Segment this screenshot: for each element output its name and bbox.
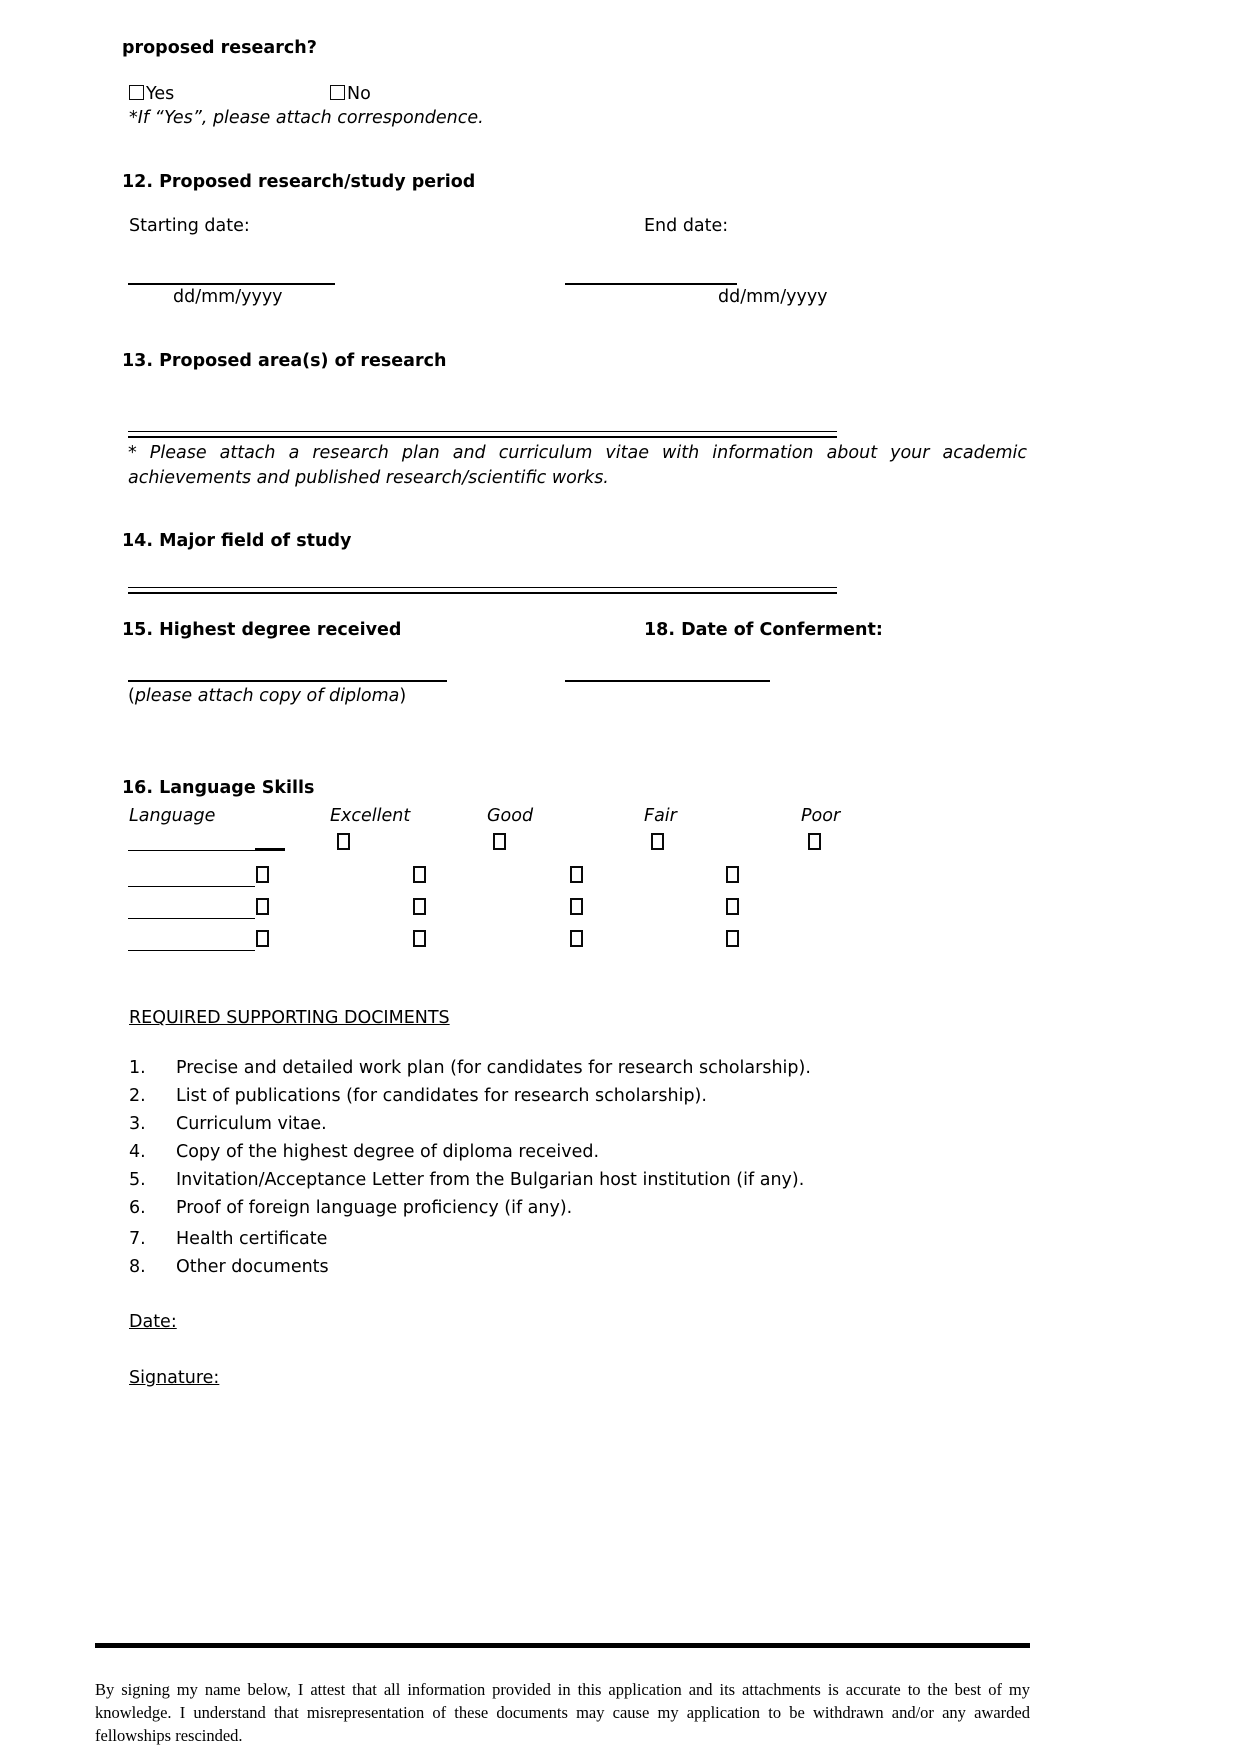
diploma-note-text: please attach copy of diploma bbox=[134, 686, 400, 706]
language-line-1-emphasis bbox=[255, 848, 285, 851]
list-item-text: List of publications (for candidates for research scholarship). bbox=[176, 1086, 707, 1106]
yes-no-row bbox=[129, 84, 729, 104]
end-date-line[interactable] bbox=[565, 265, 737, 285]
column-header-language: Language bbox=[129, 806, 216, 826]
good-checkbox-icon-4[interactable] bbox=[413, 930, 426, 947]
end-date-format: dd/mm/yyyy bbox=[718, 287, 828, 307]
list-item bbox=[129, 1114, 327, 1134]
list-item-text: Curriculum vitae. bbox=[176, 1114, 327, 1134]
poor-checkbox-icon-4[interactable] bbox=[726, 930, 739, 947]
list-item-text: Precise and detailed work plan (for candidates for research scholarship). bbox=[176, 1058, 811, 1078]
list-item-number: 7. bbox=[129, 1229, 146, 1249]
good-checkbox-icon-3[interactable] bbox=[413, 898, 426, 915]
column-header-fair: Fair bbox=[644, 806, 677, 826]
column-header-good: Good bbox=[487, 806, 534, 826]
list-item-number: 5. bbox=[129, 1170, 146, 1190]
list-item bbox=[129, 1058, 811, 1078]
footer-divider bbox=[95, 1643, 1030, 1648]
yes-option[interactable] bbox=[129, 84, 174, 104]
major-field-line[interactable] bbox=[128, 587, 837, 594]
excellent-checkbox-icon-4[interactable] bbox=[256, 930, 269, 947]
declaration-line-1: By signing my name below, I attest that all information provided in this application and its attachments is accurate to the best of my bbox=[95, 1680, 1030, 1699]
list-item-text: Invitation/Acceptance Letter from the Bulgarian host institution (if any). bbox=[176, 1170, 805, 1190]
list-item-number: 2. bbox=[129, 1086, 146, 1106]
research-area-line[interactable] bbox=[128, 431, 837, 438]
fair-checkbox-icon-1[interactable] bbox=[651, 833, 664, 850]
list-item-number: 8. bbox=[129, 1257, 146, 1277]
column-header-excellent: Excellent bbox=[330, 806, 411, 826]
diploma-note-close: ) bbox=[399, 686, 407, 706]
list-item bbox=[129, 1198, 572, 1218]
column-header-poor: Poor bbox=[801, 806, 841, 826]
list-item bbox=[129, 1257, 329, 1277]
list-item-text: Other documents bbox=[176, 1257, 329, 1277]
list-item-number: 3. bbox=[129, 1114, 146, 1134]
diploma-note bbox=[128, 686, 406, 706]
poor-checkbox-icon-2[interactable] bbox=[726, 866, 739, 883]
list-item-text: Proof of foreign language proficiency (if any). bbox=[176, 1198, 573, 1218]
section-16-title: 16. Language Skills bbox=[122, 778, 315, 798]
date-label[interactable]: Date: bbox=[129, 1312, 177, 1332]
no-checkbox-icon[interactable] bbox=[330, 85, 345, 100]
section-13-note-line2: achievements and published research/scientific works. bbox=[128, 468, 609, 488]
language-line-4[interactable] bbox=[128, 930, 255, 951]
poor-checkbox-icon-3[interactable] bbox=[726, 898, 739, 915]
starting-date-line[interactable] bbox=[128, 265, 335, 285]
fair-checkbox-icon-2[interactable] bbox=[570, 866, 583, 883]
yes-note: *If “Yes”, please attach correspondence. bbox=[129, 108, 484, 128]
list-item-number: 4. bbox=[129, 1142, 146, 1162]
list-item bbox=[129, 1229, 327, 1249]
question-continuation-heading: proposed research? bbox=[122, 38, 317, 58]
section-13-title: 13. Proposed area(s) of research bbox=[122, 351, 447, 371]
section-15-title: 15. Highest degree received bbox=[122, 620, 402, 640]
poor-checkbox-icon-1[interactable] bbox=[808, 833, 821, 850]
section-13-note-line1: * Please attach a research plan and curriculum vitae with information about your academic bbox=[128, 443, 1027, 463]
supporting-documents-heading: REQUIRED SUPPORTING DOCIMENTS bbox=[129, 1008, 450, 1028]
no-option[interactable] bbox=[330, 84, 371, 104]
excellent-checkbox-icon-1[interactable] bbox=[337, 833, 350, 850]
declaration-line-3: fellowships rescinded. bbox=[95, 1726, 243, 1745]
fair-checkbox-icon-4[interactable] bbox=[570, 930, 583, 947]
yes-label: Yes bbox=[146, 84, 175, 104]
fair-checkbox-icon-3[interactable] bbox=[570, 898, 583, 915]
list-item bbox=[129, 1170, 804, 1190]
excellent-checkbox-icon-3[interactable] bbox=[256, 898, 269, 915]
section-12-title: 12. Proposed research/study period bbox=[122, 172, 476, 192]
starting-date-label: Starting date: bbox=[129, 216, 250, 236]
no-label: No bbox=[347, 84, 371, 104]
list-item bbox=[129, 1142, 599, 1162]
list-item-text: Health certificate bbox=[176, 1229, 328, 1249]
signature-label[interactable]: Signature: bbox=[129, 1368, 220, 1388]
diploma-note-open: ( bbox=[128, 686, 135, 706]
end-date-label: End date: bbox=[644, 216, 729, 236]
good-checkbox-icon-2[interactable] bbox=[413, 866, 426, 883]
yes-checkbox-icon[interactable] bbox=[129, 85, 144, 100]
language-line-3[interactable] bbox=[128, 898, 255, 919]
language-line-2[interactable] bbox=[128, 866, 255, 887]
highest-degree-line[interactable] bbox=[128, 662, 447, 682]
list-item-number: 6. bbox=[129, 1198, 146, 1218]
good-checkbox-icon-1[interactable] bbox=[493, 833, 506, 850]
declaration-paragraph bbox=[95, 1678, 1030, 1747]
list-item-number: 1. bbox=[129, 1058, 146, 1078]
list-item-text: Copy of the highest degree of diploma received. bbox=[176, 1142, 600, 1162]
conferment-date-line[interactable] bbox=[565, 662, 770, 682]
section-14-title: 14. Major field of study bbox=[122, 531, 352, 551]
section-18-title: 18. Date of Conferment: bbox=[644, 620, 883, 640]
excellent-checkbox-icon-2[interactable] bbox=[256, 866, 269, 883]
starting-date-format: dd/mm/yyyy bbox=[173, 287, 283, 307]
list-item bbox=[129, 1086, 707, 1106]
declaration-line-2: knowledge. I understand that misrepresentation of these documents may cause my application to be withdrawn and/or any awarded bbox=[95, 1703, 1030, 1722]
